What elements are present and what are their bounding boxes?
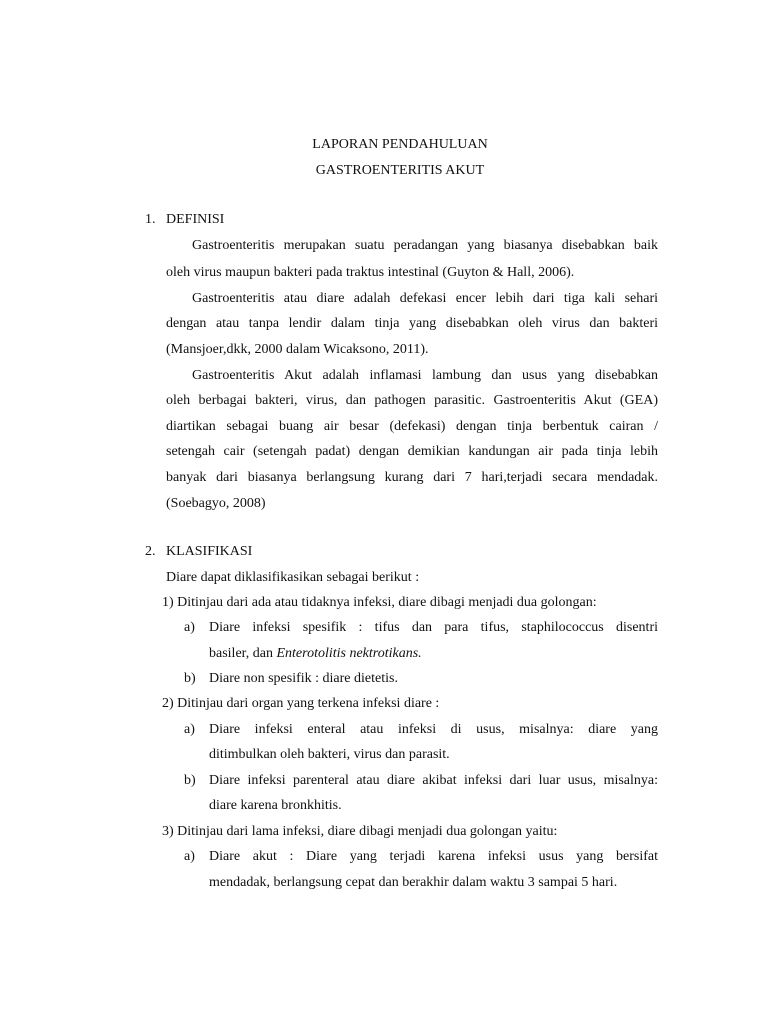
document-subtitle: GASTROENTERITIS AKUT — [315, 163, 485, 178]
section1-line: Gastroenteritis Akut adalah inflamasi lambung dan usus yang disebabkan — [192, 368, 658, 383]
italic-term: Enterotolitis nektrotikans. — [276, 646, 422, 661]
sublist-label: a) — [184, 849, 195, 864]
list-item-3: 3) Ditinjau dari lama infeksi, diare dibagi menjadi dua golongan yaitu: — [162, 824, 558, 839]
section2-heading: KLASIFIKASI — [166, 544, 253, 559]
sublist-item-text: Diare infeksi enteral atau infeksi di usus, misalnya: diare yang — [209, 722, 658, 737]
sublist-item-text: Diare infeksi parenteral atau diare akibat infeksi dari luar usus, misalnya: — [209, 773, 658, 788]
section1-line: (Soebagyo, 2008) — [166, 496, 266, 511]
section1-line: dengan atau tanpa lendir dalam tinja yang disebabkan oleh virus dan bakteri — [166, 316, 658, 331]
sublist-item-text: Diare akut : Diare yang terjadi karena infeksi usus yang bersifat — [209, 849, 658, 864]
sublist-item-text: diare karena bronkhitis. — [209, 798, 342, 813]
section1-line: oleh berbagai bakteri, virus, dan pathogen parasitic. Gastroenteritis Akut (GEA) — [166, 393, 658, 408]
section1-line: banyak dari biasanya berlangsung kurang dari 7 hari,terjadi secara mendadak. — [166, 470, 658, 485]
sublist-label: a) — [184, 722, 195, 737]
section1-line: Gastroenteritis atau diare adalah defekasi encer lebih dari tiga kali sehari — [192, 291, 658, 306]
list-item-2: 2) Ditinjau dari organ yang terkena infeksi diare : — [162, 696, 440, 711]
document-title: LAPORAN PENDAHULUAN — [312, 137, 488, 152]
sublist-label: b) — [184, 773, 196, 788]
sublist-item-text: Diare infeksi spesifik : tifus dan para tifus, staphilococcus disentri — [209, 620, 658, 635]
section1-number: 1. — [145, 212, 156, 227]
section1-line: oleh virus maupun bakteri pada traktus intestinal (Guyton & Hall, 2006). — [166, 265, 575, 280]
section2-number: 2. — [145, 544, 156, 559]
sublist-item-text: mendadak, berlangsung cepat dan berakhir dalam waktu 3 sampai 5 hari. — [209, 875, 618, 890]
section1-line: setengah cair (setengah padat) dengan demikian kandungan air pada tinja lebih — [166, 444, 658, 459]
section1-line: Gastroenteritis merupakan suatu peradangan yang biasanya disebabkan baik — [192, 238, 658, 253]
section2-intro: Diare dapat diklasifikasikan sebagai berikut : — [166, 570, 420, 585]
section1-heading: DEFINISI — [166, 212, 225, 227]
sublist-item-text: basiler, dan Enterotolitis nektrotikans. — [209, 646, 422, 661]
sublist-item-text: Diare non spesifik : diare dietetis. — [209, 671, 398, 686]
section1-line: diartikan sebagai buang air besar (defekasi) dengan tinja berbentuk cairan / — [166, 419, 658, 434]
section1-line: (Mansjoer,dkk, 2000 dalam Wicaksono, 2011). — [166, 342, 429, 357]
sublist-label: a) — [184, 620, 195, 635]
sublist-item-text: ditimbulkan oleh bakteri, virus dan parasit. — [209, 747, 450, 762]
sublist-label: b) — [184, 671, 196, 686]
list-item-1: 1) Ditinjau dari ada atau tidaknya infeksi, diare dibagi menjadi dua golongan: — [162, 595, 597, 610]
